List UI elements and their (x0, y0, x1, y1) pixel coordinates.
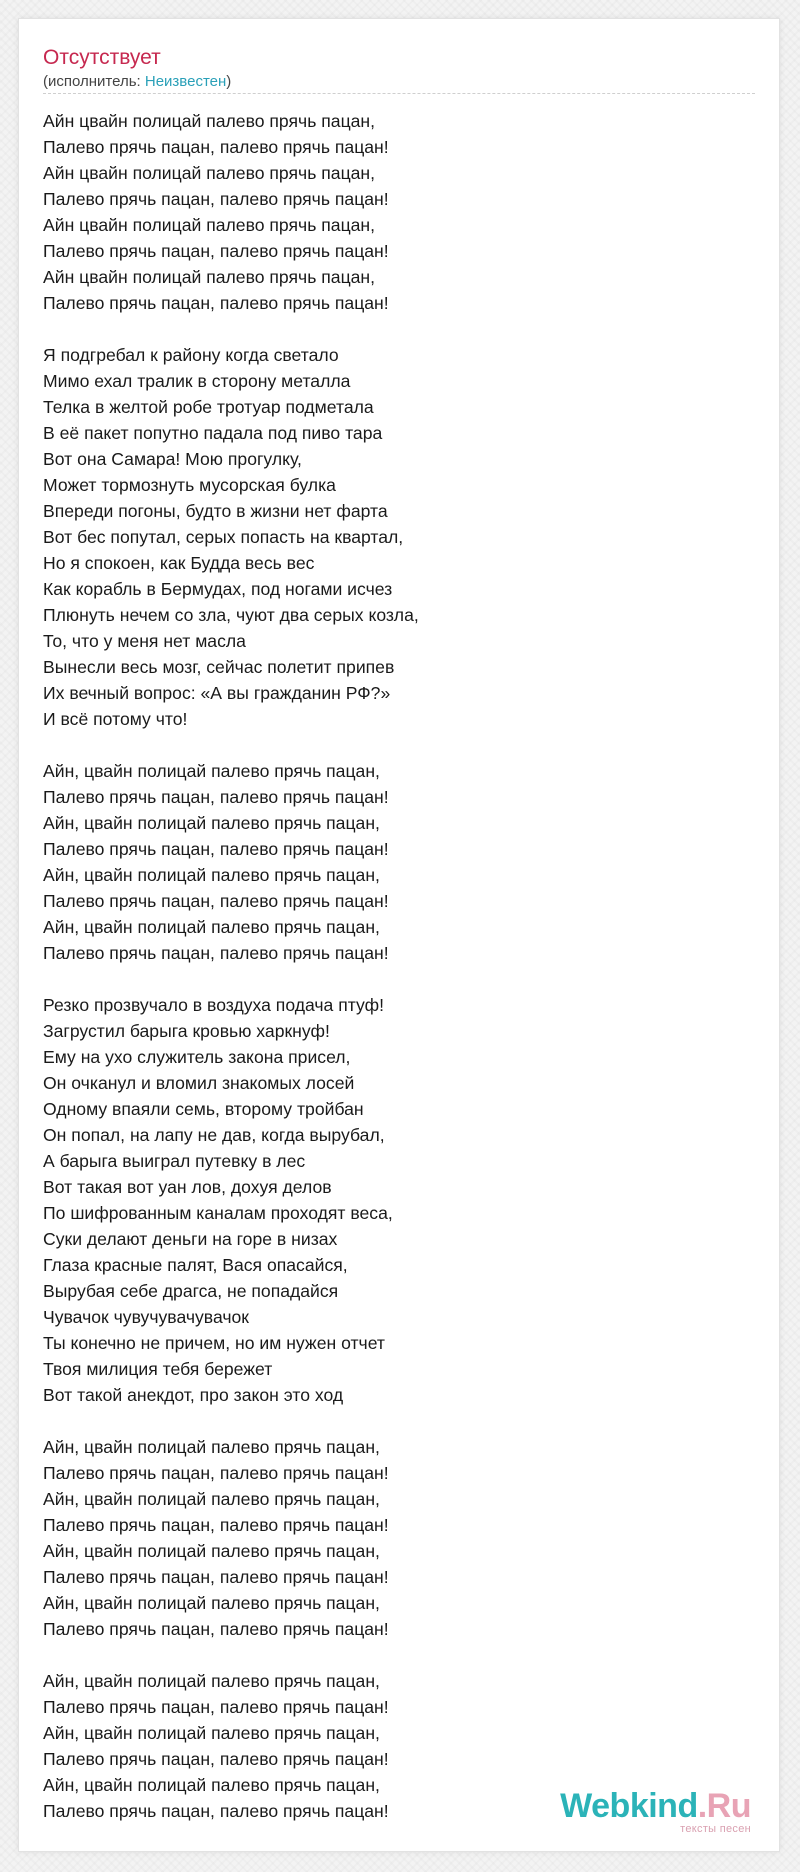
lyric-line: Вырубая себе драгса, не попадайся (43, 1281, 339, 1301)
lyric-line: Айн, цвайн полицай палево прячь пацан, (43, 865, 380, 885)
lyric-line: Телка в желтой робе тротуар подметала (43, 397, 374, 417)
artist-suffix: ) (226, 73, 232, 90)
lyrics-body (43, 108, 743, 1850)
lyric-line: Айн цвайн полицай палево прячь пацан, (43, 163, 376, 183)
logo-main-text: Webkind (560, 1787, 698, 1825)
lyrics-stanza (43, 342, 743, 732)
lyric-line: Вот такая вот уан лов, дохуя делов (43, 1177, 332, 1197)
lyric-line: Он очканул и вломил знакомых лосей (43, 1073, 355, 1093)
lyric-line: Палево прячь пацан, палево прячь пацан! (43, 1619, 389, 1639)
lyric-line: Одному впаяли семь, второму тройбан (43, 1099, 364, 1119)
lyric-line: Он попал, на лапу не дав, когда вырубал, (43, 1125, 385, 1145)
lyric-line: Палево прячь пацан, палево прячь пацан! (43, 1697, 389, 1717)
lyric-line: Может тормознуть мусорская булка (43, 475, 336, 495)
lyric-line: Айн, цвайн полицай палево прячь пацан, (43, 1723, 380, 1743)
artist-line (43, 73, 231, 91)
lyric-line: Впереди погоны, будто в жизни нет фарта (43, 501, 388, 521)
lyric-line: Айн, цвайн полицай палево прячь пацан, (43, 1775, 380, 1795)
lyric-line: Айн, цвайн полицай палево прячь пацан, (43, 1671, 380, 1691)
logo-tld: .Ru (697, 1787, 751, 1825)
lyrics-stanza (43, 108, 743, 316)
lyrics-stanza (43, 758, 743, 966)
lyric-line: Глаза красные палят, Вася опасайся, (43, 1255, 348, 1275)
lyric-line: Айн, цвайн полицай палево прячь пацан, (43, 813, 380, 833)
logo-wordmark (560, 1787, 751, 1825)
header-divider (43, 93, 755, 94)
lyric-line: Ты конечно не причем, но им нужен отчет (43, 1333, 385, 1353)
lyric-line: Айн, цвайн полицай палево прячь пацан, (43, 1593, 380, 1613)
lyric-line: Их вечный вопрос: «А вы гражданин РФ?» (43, 683, 391, 703)
lyric-line: Резко прозвучало в воздуха подача птуф! (43, 995, 384, 1015)
lyric-line: Твоя милиция тебя бережет (43, 1359, 273, 1379)
lyrics-stanza (43, 992, 743, 1408)
artist-link[interactable]: Неизвестен (144, 73, 227, 90)
lyric-line: Но я спокоен, как Будда весь вес (43, 553, 315, 573)
lyric-line: Мимо ехал тралик в сторону металла (43, 371, 351, 391)
song-title: Отсутствует (43, 46, 161, 69)
lyric-line: Как корабль в Бермудах, под ногами исчез (43, 579, 393, 599)
logo-tagline: тексты песен (680, 1823, 751, 1835)
lyric-line: Палево прячь пацан, палево прячь пацан! (43, 1515, 389, 1535)
lyrics-stanza (43, 1434, 743, 1642)
lyric-line: И всё потому что! (43, 709, 188, 729)
lyric-line: В её пакет попутно падала под пиво тара (43, 423, 383, 443)
lyric-line: Палево прячь пацан, палево прячь пацан! (43, 839, 389, 859)
artist-prefix: (исполнитель: (43, 73, 145, 90)
lyric-line: Палево прячь пацан, палево прячь пацан! (43, 1801, 389, 1821)
lyric-line: Айн цвайн полицай палево прячь пацан, (43, 215, 376, 235)
lyric-line: Чувачок чувучувачувачок (43, 1307, 249, 1327)
site-logo[interactable] (560, 1789, 751, 1835)
lyric-line: Палево прячь пацан, палево прячь пацан! (43, 891, 389, 911)
lyric-line: Палево прячь пацан, палево прячь пацан! (43, 943, 389, 963)
lyric-line: Палево прячь пацан, палево прячь пацан! (43, 189, 389, 209)
lyric-line: Суки делают деньги на горе в низах (43, 1229, 338, 1249)
lyric-line: Я подгребал к району когда светало (43, 345, 339, 365)
lyrics-card (18, 18, 780, 1852)
lyric-line: Палево прячь пацан, палево прячь пацан! (43, 1749, 389, 1769)
lyric-line: Вот бес попутал, серых попасть на квартал, (43, 527, 404, 547)
lyric-line: Палево прячь пацан, палево прячь пацан! (43, 137, 389, 157)
lyric-line: Айн, цвайн полицай палево прячь пацан, (43, 917, 380, 937)
lyric-line: Палево прячь пацан, палево прячь пацан! (43, 293, 389, 313)
lyric-line: По шифрованным каналам проходят веса, (43, 1203, 393, 1223)
lyric-line: То, что у меня нет масла (43, 631, 246, 651)
lyric-line: Ему на ухо служитель закона присел, (43, 1047, 351, 1067)
lyric-line: Загрустил барыга кровью харкнуф! (43, 1021, 330, 1041)
lyric-line: Айн цвайн полицай палево прячь пацан, (43, 111, 376, 131)
lyric-line: Плюнуть нечем со зла, чуют два серых козла, (43, 605, 419, 625)
lyric-line: Вынесли весь мозг, сейчас полетит припев (43, 657, 395, 677)
lyric-line: Вот она Самара! Мою прогулку, (43, 449, 302, 469)
lyric-line: Вот такой анекдот, про закон это ход (43, 1385, 344, 1405)
lyric-line: А барыга выиграл путевку в лес (43, 1151, 306, 1171)
lyric-line: Айн, цвайн полицай палево прячь пацан, (43, 761, 380, 781)
lyric-line: Палево прячь пацан, палево прячь пацан! (43, 241, 389, 261)
lyric-line: Палево прячь пацан, палево прячь пацан! (43, 787, 389, 807)
lyric-line: Палево прячь пацан, палево прячь пацан! (43, 1567, 389, 1587)
lyric-line: Айн цвайн полицай палево прячь пацан, (43, 267, 376, 287)
lyric-line: Айн, цвайн полицай палево прячь пацан, (43, 1489, 380, 1509)
lyric-line: Палево прячь пацан, палево прячь пацан! (43, 1463, 389, 1483)
lyric-line: Айн, цвайн полицай палево прячь пацан, (43, 1437, 380, 1457)
lyric-line: Айн, цвайн полицай палево прячь пацан, (43, 1541, 380, 1561)
